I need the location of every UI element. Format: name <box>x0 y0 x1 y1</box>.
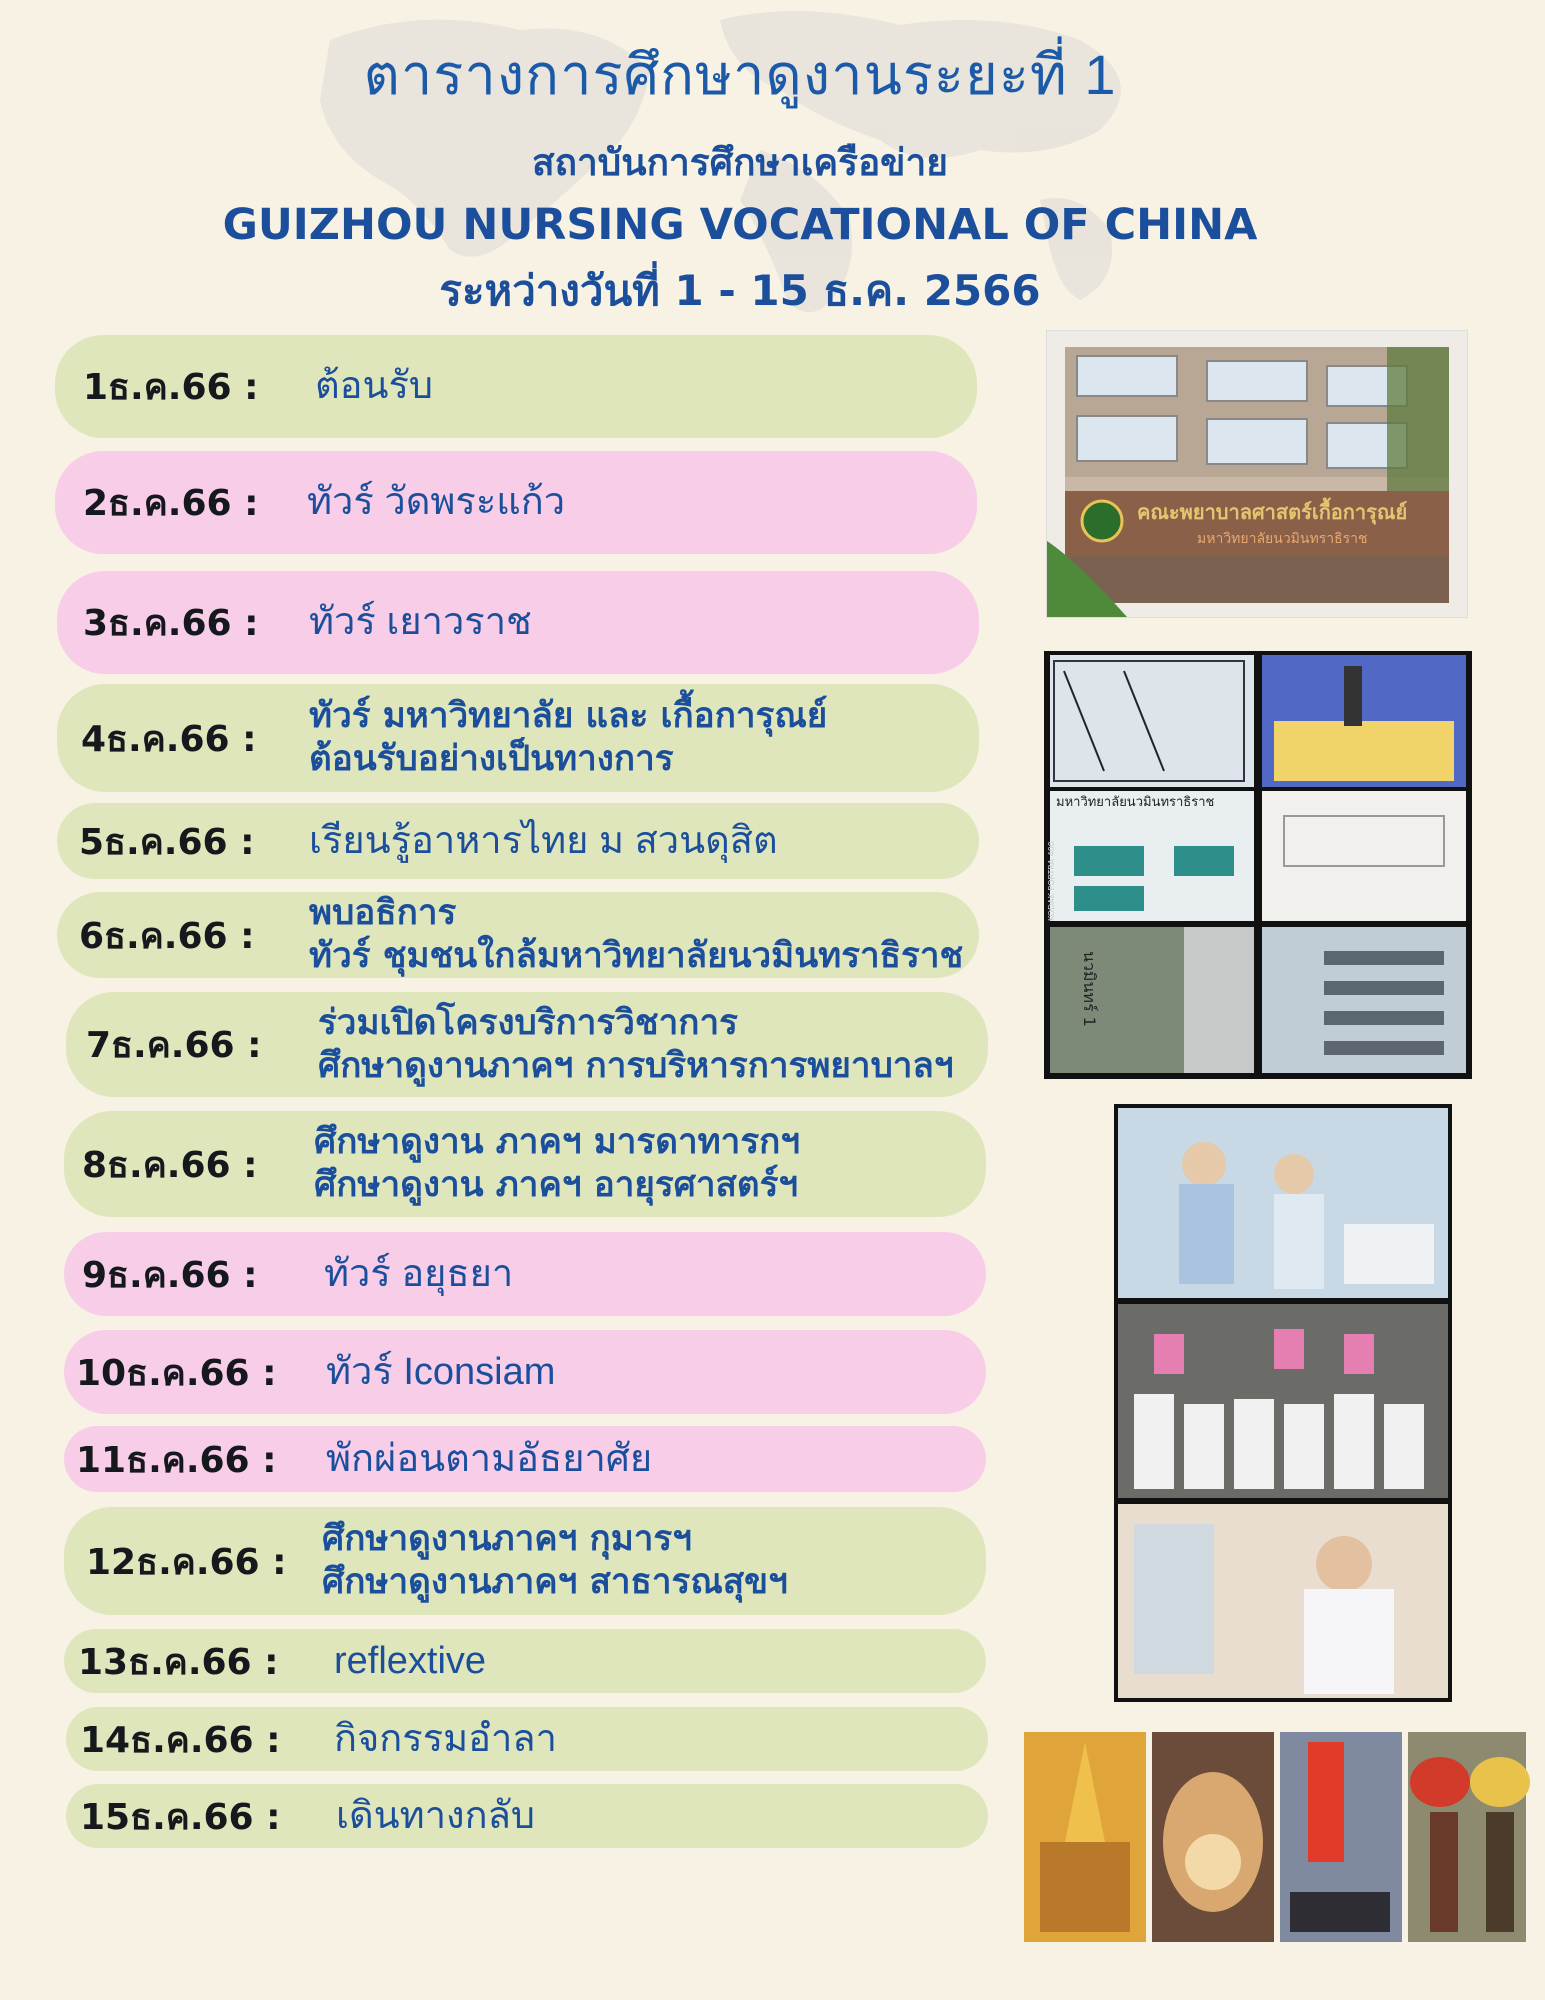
nursing-photos-image <box>1114 1104 1452 1702</box>
schedule-activity-line: เดินทางกลับ <box>336 1794 535 1837</box>
schedule-row <box>57 892 979 978</box>
schedule-activity <box>318 1002 954 1087</box>
schedule-activity <box>324 1251 513 1297</box>
schedule-activity <box>309 818 778 864</box>
schedule-activity-line: ทัวร์ ชุมชนใกล้มหาวิทยาลัยนวมินทราธิราช <box>309 936 964 976</box>
schedule-date: 8ธ.ค.66 : <box>82 1144 258 1186</box>
film-label: KODAK PORTRA 400 <box>1047 841 1056 921</box>
schedule-row <box>66 1784 988 1848</box>
faculty-building-photo <box>1046 330 1468 618</box>
page-title: ตารางการศึกษาดูงานระยะที่ 1 <box>363 43 1117 106</box>
schedule-activity <box>326 1436 652 1482</box>
schedule-row <box>64 1232 986 1316</box>
schedule-row <box>57 684 979 792</box>
schedule-activity-line: reflextive <box>334 1639 487 1682</box>
schedule-activity-line: ศึกษาดูงาน ภาคฯ อายุรศาสตร์ฯ <box>314 1165 799 1205</box>
schedule-date: 6ธ.ค.66 : <box>79 915 255 957</box>
attractions-strip <box>1020 1722 1530 1952</box>
schedule-date: 10ธ.ค.66 : <box>76 1352 277 1394</box>
schedule-row <box>57 571 979 674</box>
schedule-activity <box>326 1349 555 1395</box>
schedule-activity-line: ทัวร์ วัดพระแก้ว <box>307 481 566 524</box>
date-range: ระหว่างวันที่ 1 - 15 ธ.ค. 2566 <box>439 266 1041 315</box>
schedule-activity <box>309 892 963 977</box>
schedule-row <box>64 1426 986 1492</box>
campus-collage <box>1044 651 1472 1079</box>
schedule-activity <box>336 1793 535 1839</box>
schedule-activity-line: ทัวร์ มหาวิทยาลัย และ เกื้อการุณย์ <box>309 696 828 737</box>
schedule-activity-line: พบอธิการ <box>309 893 457 934</box>
schedule-row <box>64 1507 986 1615</box>
collage-sign-text: มหาวิทยาลัยนวมินทราธิราช <box>1056 795 1215 810</box>
schedule-date: 14ธ.ค.66 : <box>80 1719 281 1761</box>
schedule-date: 9ธ.ค.66 : <box>82 1254 258 1296</box>
building-wall-text: นวมินทร์ 1 <box>1080 951 1099 1027</box>
schedule-date: 5ธ.ค.66 : <box>79 821 255 863</box>
schedule-activity <box>314 1121 800 1206</box>
faculty-sign-line2: มหาวิทยาลัยนวมินทราธิราช <box>1197 531 1368 547</box>
schedule-date: 2ธ.ค.66 : <box>83 483 259 524</box>
schedule-date: 15ธ.ค.66 : <box>80 1796 281 1838</box>
institution-subtitle: สถาบันการศึกษาเครือข่าย <box>532 141 948 184</box>
attractions-strip-image <box>1020 1722 1530 1952</box>
schedule-date: 12ธ.ค.66 : <box>86 1541 287 1583</box>
schedule-row <box>55 451 977 554</box>
schedule-row <box>64 1330 986 1414</box>
schedule-activity <box>334 1716 557 1762</box>
schedule-activity-line: ทัวร์ เยาวราช <box>309 601 532 644</box>
schedule-activity <box>307 479 565 525</box>
schedule-activity-line: ศึกษาดูงานภาคฯ การบริหารการพยาบาลฯ <box>318 1045 954 1086</box>
schedule-row <box>64 1629 986 1693</box>
schedule-row <box>55 335 977 438</box>
building-facade-image <box>1047 331 1467 617</box>
schedule-date: 11ธ.ค.66 : <box>76 1439 277 1481</box>
schedule-date: 13ธ.ค.66 : <box>78 1641 279 1683</box>
schedule-activity-line: ร่วมเปิดโครงบริการวิชาการ <box>318 1002 738 1043</box>
schedule-row <box>64 1111 986 1217</box>
schedule-activity-line: พักผ่อนตามอัธยาศัย <box>326 1437 653 1480</box>
schedule-activity-line: ต้อนรับอย่างเป็นทางการ <box>309 739 674 779</box>
schedule-row <box>57 803 979 879</box>
faculty-sign-line1: คณะพยาบาลศาสตร์เกื้อการุณย์ <box>1137 500 1408 524</box>
header <box>0 25 1480 324</box>
schedule-date: 4ธ.ค.66 : <box>81 718 257 760</box>
schedule-activity-line: ศึกษาดูงานภาคฯ กุมารฯ <box>322 1519 692 1560</box>
campus-collage-image <box>1044 651 1472 1079</box>
schedule-activity <box>334 1638 486 1684</box>
schedule-date: 7ธ.ค.66 : <box>86 1025 262 1066</box>
schedule-activity-line: เรียนรู้อาหารไทย ม สวนดุสิต <box>309 819 778 862</box>
schedule-activity-line: ทัวร์ อยุธยา <box>324 1252 514 1295</box>
schedule-activity <box>322 1518 788 1603</box>
schedule-activity <box>309 695 827 780</box>
schedule-activity <box>315 363 433 409</box>
schedule-activity-line: ศึกษาดูงาน ภาคฯ มารดาทารกฯ <box>314 1122 800 1163</box>
schedule-activity-line: ต้อนรับ <box>315 365 434 408</box>
schedule-date: 3ธ.ค.66 : <box>83 603 259 644</box>
nursing-photos-stack <box>1114 1104 1452 1702</box>
schedule-activity-line: ศึกษาดูงานภาคฯ สาธารณสุขฯ <box>322 1562 788 1602</box>
schedule-date: 1ธ.ค.66 : <box>83 367 259 408</box>
schedule-activity-line: กิจกรรมอำลา <box>334 1717 557 1760</box>
schedule-activity <box>309 599 532 645</box>
institution-name-english: GUIZHOU NURSING VOCATIONAL OF CHINA <box>222 200 1258 250</box>
schedule-row <box>66 1707 988 1771</box>
schedule-activity-line: ทัวร์ Iconsiam <box>326 1350 556 1393</box>
schedule-row <box>66 992 988 1097</box>
